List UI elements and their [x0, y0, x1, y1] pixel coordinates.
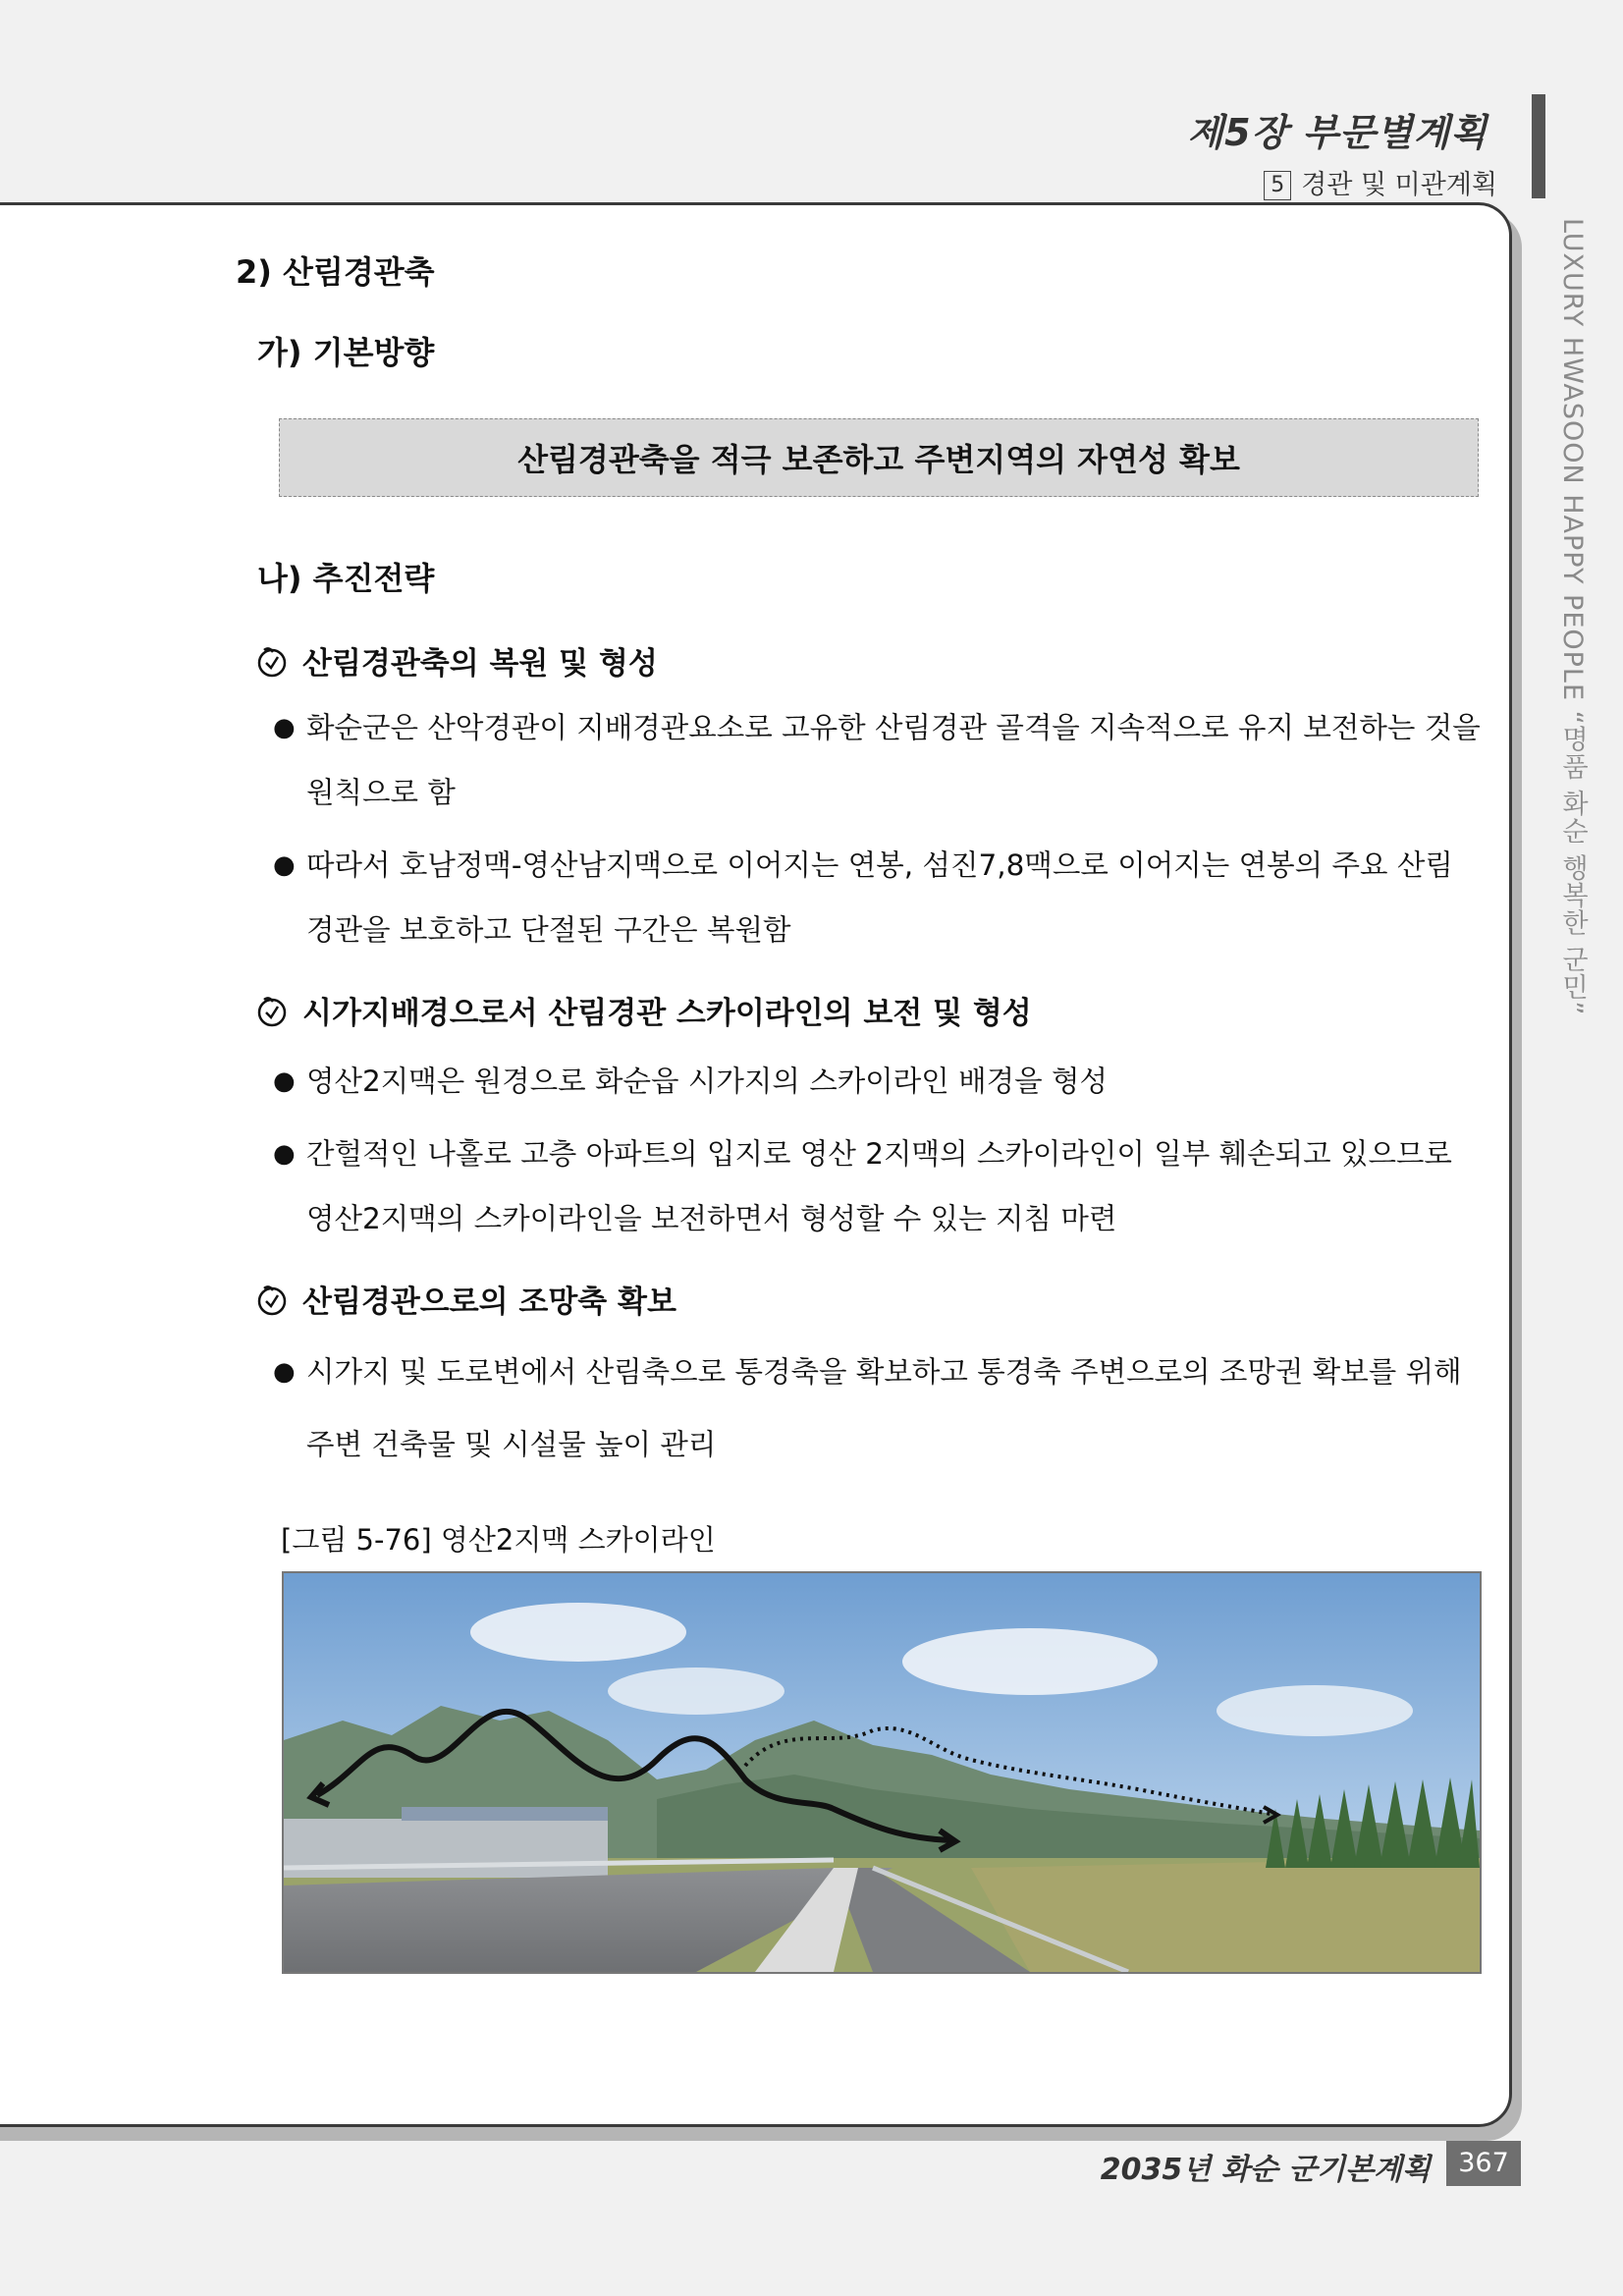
circle-check-icon — [255, 1283, 289, 1316]
bullet-dot-icon: ● — [273, 1357, 296, 1387]
header-accent-bar — [1532, 94, 1545, 198]
goal-box — [279, 418, 1479, 497]
section-number-box: 5 — [1264, 171, 1291, 200]
cloud — [470, 1603, 686, 1662]
strategy-item-title-text: 시가지배경으로서 산림경관 스카이라인의 보전 및 형성 — [302, 996, 1032, 1031]
bullet-line: 경관을 보호하고 단절된 구간은 복원함 — [306, 913, 791, 947]
basic-direction-heading: 가) 기본방향 — [257, 334, 435, 371]
strategy-item-title-text: 산림경관축의 복원 및 형성 — [302, 646, 658, 682]
list-item — [273, 1121, 1455, 1251]
section-title: 경관 및 미관계획 — [1301, 170, 1497, 200]
circle-check-icon — [255, 994, 289, 1027]
skyline-photo-illustration — [284, 1573, 1480, 1972]
bullet-dot-icon: ● — [273, 850, 296, 880]
bullet-line: 원칙으로 함 — [306, 776, 456, 809]
bullet-dot-icon: ● — [273, 1066, 296, 1096]
list-item — [273, 1336, 1462, 1481]
footer-title: 2035년 화순 군기본계획 — [1100, 2153, 1431, 2187]
skyline-photo — [282, 1571, 1482, 1974]
figure-caption: [그림 5-76] 영산2지맥 스카이라인 — [281, 1523, 716, 1557]
field — [971, 1858, 1480, 1972]
cloud — [1217, 1685, 1413, 1736]
bullet-dot-icon: ● — [273, 1139, 296, 1169]
bullet-line: 시가지 및 도로변에서 산림축으로 통경축을 확보하고 통경축 주변으로의 조망권 확보를 위해 — [306, 1355, 1462, 1389]
circle-check-icon — [255, 644, 289, 678]
bullet-line: 영산2지맥은 원경으로 화순읍 시가지의 스카이라인 배경을 형성 — [306, 1065, 1108, 1098]
strategy-item-title — [255, 1277, 676, 1321]
chapter-title: 제5장 부문별계획 — [1187, 111, 1488, 154]
cloud — [608, 1667, 784, 1715]
side-slogan: LUXURY HWASOON HAPPY PEOPLE “명품 화순 행복한 군민” — [1557, 218, 1588, 1016]
strategy-heading: 나) 추진전략 — [257, 560, 435, 597]
strategy-item-title-text: 산림경관으로의 조망축 확보 — [302, 1285, 676, 1320]
list-item — [273, 695, 1481, 825]
list-item — [273, 833, 1455, 962]
bullet-line: 간헐적인 나홀로 고층 아파트의 입지로 영산 2지맥의 스카이라인이 일부 훼손되고 있으므로 — [306, 1137, 1452, 1171]
building — [402, 1807, 608, 1821]
list-item — [273, 1049, 1455, 1114]
bullet-line: 영산2지맥의 스카이라인을 보전하면서 형성할 수 있는 지침 마련 — [306, 1202, 1117, 1235]
section-heading: 2) 산림경관축 — [236, 253, 435, 291]
page-number: 367 — [1446, 2141, 1521, 2186]
bullet-dot-icon: ● — [273, 713, 296, 742]
cloud — [902, 1628, 1158, 1695]
bullet-line: 화순군은 산악경관이 지배경관요소로 고유한 산림경관 골격을 지속적으로 유지 보전하는 것을 — [306, 711, 1481, 744]
strategy-item-title — [255, 988, 1032, 1032]
section-subtitle — [1264, 163, 1497, 201]
bullet-line: 주변 건축물 및 시설물 높이 관리 — [306, 1428, 717, 1461]
bullet-line: 따라서 호남정맥-영산남지맥으로 이어지는 연봉, 섬진7,8맥으로 이어지는 연봉의 주요 산림 — [306, 848, 1453, 882]
strategy-item-title — [255, 638, 658, 683]
goal-text: 산림경관축을 적극 보존하고 주변지역의 자연성 확보 — [517, 441, 1240, 478]
